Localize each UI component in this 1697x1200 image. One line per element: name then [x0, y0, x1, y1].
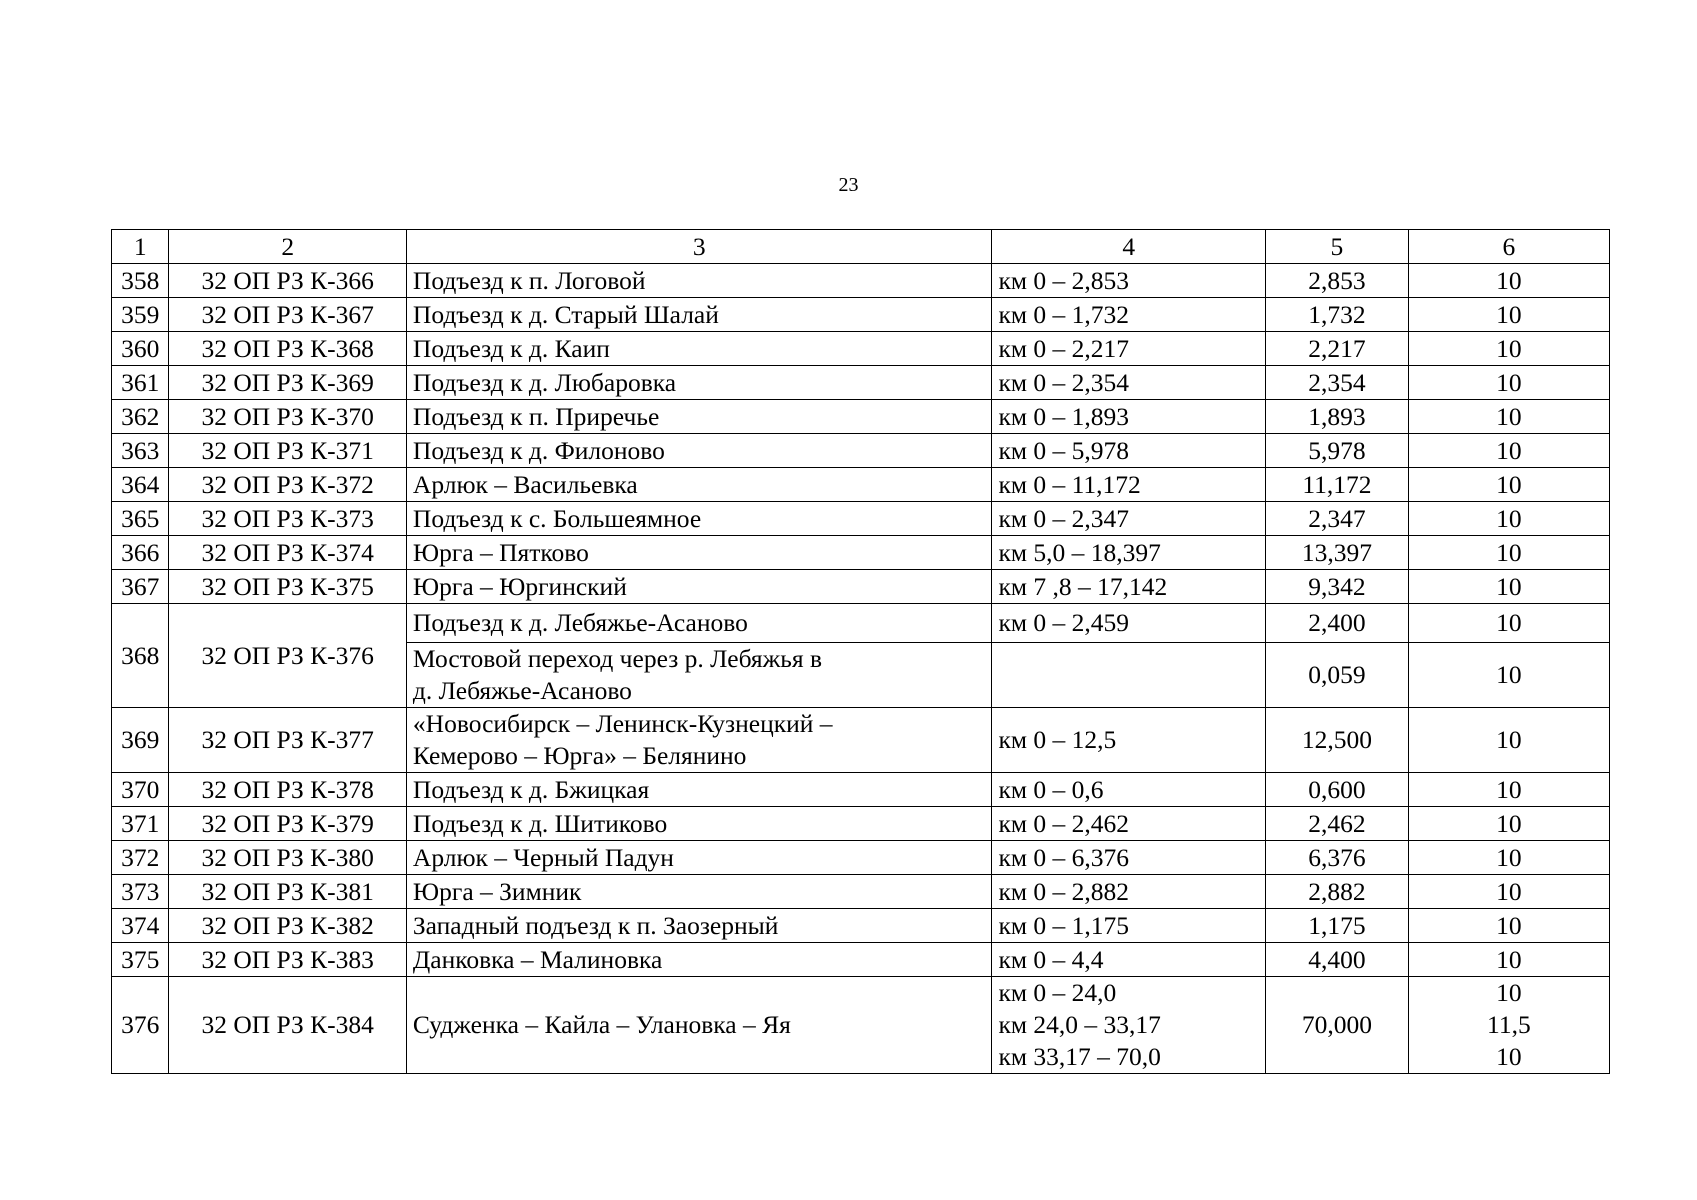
- km-range: км 0 – 2,853: [992, 264, 1266, 298]
- row-number: 374: [112, 909, 169, 943]
- table-row: [112, 977, 1610, 1074]
- road-code: 32 ОП РЗ К-374: [169, 536, 406, 570]
- road-code: 32 ОП РЗ К-379: [169, 807, 406, 841]
- road-category: 10: [1408, 604, 1609, 643]
- row-number: 366: [112, 536, 169, 570]
- road-code: 32 ОП РЗ К-367: [169, 298, 406, 332]
- km-range: км 5,0 – 18,397: [992, 536, 1266, 570]
- table-row: [112, 604, 1610, 643]
- row-number: 371: [112, 807, 169, 841]
- km-range: км 0 – 2,354: [992, 366, 1266, 400]
- table-row: [112, 366, 1610, 400]
- road-name: Подъезд к д. Шитиково: [406, 807, 992, 841]
- road-length: 2,347: [1266, 502, 1409, 536]
- table-row: [112, 502, 1610, 536]
- km-range: км 0 – 1,175: [992, 909, 1266, 943]
- row-number: 364: [112, 468, 169, 502]
- road-name: Подъезд к д. Любаровка: [406, 366, 992, 400]
- km-range: км 0 – 2,462: [992, 807, 1266, 841]
- road-name: Арлюк – Васильевка: [406, 468, 992, 502]
- km-range: [992, 643, 1266, 708]
- road-length: 1,893: [1266, 400, 1409, 434]
- road-name-line: Кемерово – Юрга» – Белянино: [412, 741, 747, 770]
- column-header: 6: [1408, 230, 1609, 264]
- road-category: 10: [1408, 434, 1609, 468]
- road-length: 2,217: [1266, 332, 1409, 366]
- row-number: 375: [112, 943, 169, 977]
- row-number: 372: [112, 841, 169, 875]
- km-range: км 7 ,8 – 17,142: [992, 570, 1266, 604]
- row-number: 369: [112, 708, 169, 773]
- road-name: Подъезд к с. Большеямное: [406, 502, 992, 536]
- road-code: 32 ОП РЗ К-376: [169, 604, 406, 708]
- km-range: км 0 – 12,5: [992, 708, 1266, 773]
- km-range: км 0 – 2,217: [992, 332, 1266, 366]
- road-code: 32 ОП РЗ К-371: [169, 434, 406, 468]
- road-category-line: 10: [1496, 978, 1522, 1007]
- road-category: 10: [1408, 909, 1609, 943]
- table-row: [112, 875, 1610, 909]
- table-row: [112, 708, 1610, 773]
- road-length: 2,462: [1266, 807, 1409, 841]
- road-category: 10: [1408, 366, 1609, 400]
- km-range-line: км 0 – 24,0: [998, 978, 1117, 1007]
- road-name-line: д. Лебяжье-Асаново: [412, 676, 632, 705]
- road-length: 0,059: [1266, 643, 1409, 708]
- road-name: [406, 643, 992, 708]
- road-name: Подъезд к п. Логовой: [406, 264, 992, 298]
- road-length: 9,342: [1266, 570, 1409, 604]
- road-category: 10: [1408, 264, 1609, 298]
- table-row: [112, 909, 1610, 943]
- road-name: Подъезд к д. Бжицкая: [406, 773, 992, 807]
- road-name: Подъезд к д. Лебяжье-Асаново: [406, 604, 992, 643]
- road-length: 12,500: [1266, 708, 1409, 773]
- row-number: 361: [112, 366, 169, 400]
- road-name: Данковка – Малиновка: [406, 943, 992, 977]
- road-code: 32 ОП РЗ К-368: [169, 332, 406, 366]
- column-header: 3: [406, 230, 992, 264]
- road-length: 0,600: [1266, 773, 1409, 807]
- row-number: 373: [112, 875, 169, 909]
- road-category: [1408, 977, 1609, 1074]
- road-category: 10: [1408, 400, 1609, 434]
- km-range: км 0 – 2,347: [992, 502, 1266, 536]
- road-code: 32 ОП РЗ К-366: [169, 264, 406, 298]
- table-row: [112, 400, 1610, 434]
- road-code: 32 ОП РЗ К-383: [169, 943, 406, 977]
- road-name: Юрга – Зимник: [406, 875, 992, 909]
- km-range: км 0 – 2,459: [992, 604, 1266, 643]
- km-range-line: км 33,17 – 70,0: [998, 1042, 1161, 1071]
- road-name: Арлюк – Черный Падун: [406, 841, 992, 875]
- row-number: 368: [112, 604, 169, 708]
- table-row: [112, 841, 1610, 875]
- km-range: км 0 – 1,732: [992, 298, 1266, 332]
- road-category: 10: [1408, 708, 1609, 773]
- page-number: 23: [838, 174, 859, 196]
- table-row: [112, 536, 1610, 570]
- road-category-line: 10: [1496, 1042, 1522, 1071]
- road-category: 10: [1408, 943, 1609, 977]
- road-name: Подъезд к д. Старый Шалай: [406, 298, 992, 332]
- road-category-line: 11,5: [1487, 1010, 1531, 1039]
- row-number: 365: [112, 502, 169, 536]
- column-header: 1: [112, 230, 169, 264]
- road-code: 32 ОП РЗ К-382: [169, 909, 406, 943]
- road-category: 10: [1408, 807, 1609, 841]
- table-row: [112, 298, 1610, 332]
- road-code: 32 ОП РЗ К-381: [169, 875, 406, 909]
- table-row: [112, 807, 1610, 841]
- road-length: 2,853: [1266, 264, 1409, 298]
- road-name: [406, 708, 992, 773]
- road-name-line: «Новосибирск – Ленинск-Кузнецкий –: [412, 709, 833, 738]
- table-row: [112, 468, 1610, 502]
- table-row: [112, 332, 1610, 366]
- column-header: 5: [1266, 230, 1409, 264]
- road-length: 2,354: [1266, 366, 1409, 400]
- km-range-line: км 24,0 – 33,17: [998, 1010, 1161, 1039]
- table-row: [112, 264, 1610, 298]
- table-row: [112, 570, 1610, 604]
- road-category: 10: [1408, 773, 1609, 807]
- road-length: 2,882: [1266, 875, 1409, 909]
- road-code: 32 ОП РЗ К-378: [169, 773, 406, 807]
- road-length: 70,000: [1266, 977, 1409, 1074]
- column-header: 2: [169, 230, 406, 264]
- km-range: км 0 – 5,978: [992, 434, 1266, 468]
- km-range: км 0 – 11,172: [992, 468, 1266, 502]
- roads-table: [111, 229, 1610, 1074]
- km-range: км 0 – 1,893: [992, 400, 1266, 434]
- road-length: 11,172: [1266, 468, 1409, 502]
- road-length: 1,732: [1266, 298, 1409, 332]
- road-category: 10: [1408, 332, 1609, 366]
- road-name: Юрга – Юргинский: [406, 570, 992, 604]
- road-category: 10: [1408, 643, 1609, 708]
- road-category: 10: [1408, 468, 1609, 502]
- road-code: 32 ОП РЗ К-380: [169, 841, 406, 875]
- road-code: 32 ОП РЗ К-372: [169, 468, 406, 502]
- road-category: 10: [1408, 875, 1609, 909]
- road-length: 2,400: [1266, 604, 1409, 643]
- header-row: [112, 230, 1610, 264]
- table-row: [112, 773, 1610, 807]
- row-number: 362: [112, 400, 169, 434]
- road-category: 10: [1408, 298, 1609, 332]
- row-number: 360: [112, 332, 169, 366]
- km-range: км 0 – 6,376: [992, 841, 1266, 875]
- road-code: 32 ОП РЗ К-373: [169, 502, 406, 536]
- road-name: Подъезд к д. Каип: [406, 332, 992, 366]
- road-length: 5,978: [1266, 434, 1409, 468]
- row-number: 363: [112, 434, 169, 468]
- road-code: 32 ОП РЗ К-384: [169, 977, 406, 1074]
- road-category: 10: [1408, 841, 1609, 875]
- row-number: 370: [112, 773, 169, 807]
- row-number: 376: [112, 977, 169, 1074]
- row-number: 359: [112, 298, 169, 332]
- road-category: 10: [1408, 536, 1609, 570]
- road-category: 10: [1408, 502, 1609, 536]
- road-name: Подъезд к п. Приречье: [406, 400, 992, 434]
- road-name: Судженка – Кайла – Улановка – Яя: [406, 977, 992, 1074]
- road-name: Западный подъезд к п. Заозерный: [406, 909, 992, 943]
- road-code: 32 ОП РЗ К-369: [169, 366, 406, 400]
- road-length: 4,400: [1266, 943, 1409, 977]
- table-row: [112, 434, 1610, 468]
- km-range: [992, 977, 1266, 1074]
- road-code: 32 ОП РЗ К-377: [169, 708, 406, 773]
- road-name-line: Мостовой переход через р. Лебяжья в: [412, 644, 823, 673]
- road-length: 13,397: [1266, 536, 1409, 570]
- road-code: 32 ОП РЗ К-375: [169, 570, 406, 604]
- road-name: Юрга – Пятково: [406, 536, 992, 570]
- km-range: км 0 – 4,4: [992, 943, 1266, 977]
- km-range: км 0 – 2,882: [992, 875, 1266, 909]
- row-number: 367: [112, 570, 169, 604]
- road-length: 6,376: [1266, 841, 1409, 875]
- road-name: Подъезд к д. Филоново: [406, 434, 992, 468]
- column-header: 4: [992, 230, 1266, 264]
- table-row: [112, 943, 1610, 977]
- road-length: 1,175: [1266, 909, 1409, 943]
- row-number: 358: [112, 264, 169, 298]
- km-range: км 0 – 0,6: [992, 773, 1266, 807]
- road-category: 10: [1408, 570, 1609, 604]
- road-code: 32 ОП РЗ К-370: [169, 400, 406, 434]
